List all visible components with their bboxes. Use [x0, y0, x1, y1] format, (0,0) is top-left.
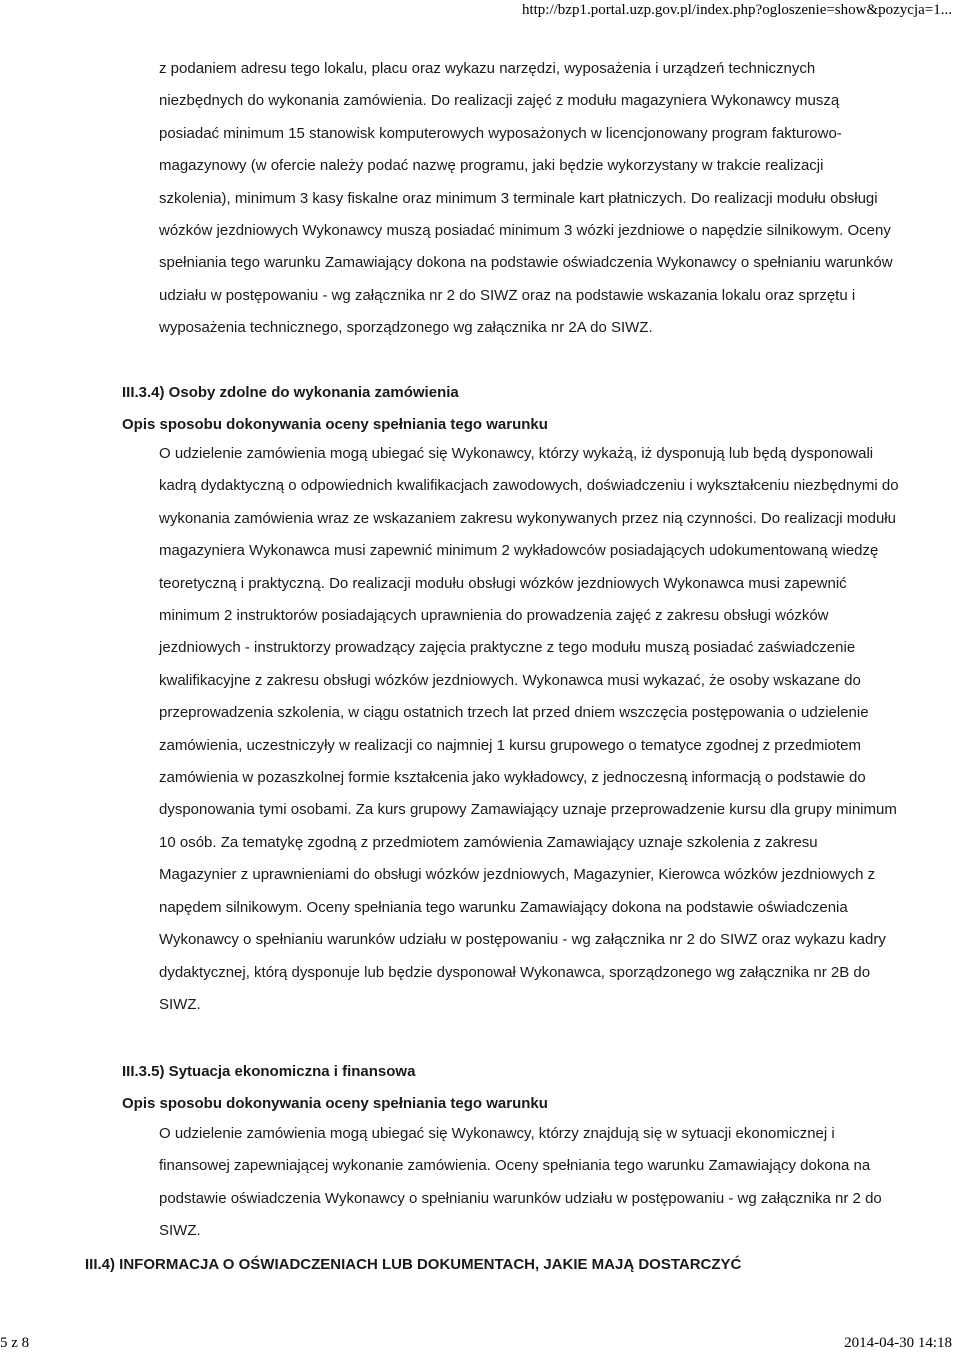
- paragraph-staff: O udzielenie zamówienia mogą ubiegać się Wykonawcy, którzy wykażą, iż dysponują lub będą dysponowali kadrą dydaktyczną o odpowiednich kwalifikacjach zawodowych, doświadczeniu i wykształceniu niezbędnymi do wykonania zamówienia wraz ze wskazaniem zakresu wykonywanych przez nią czynności. Do realizacji modułu magazyniera Wykonawca musi zapewnić minimum 2 wykładowców posiadających udokumentowaną wiedzę teoretyczną i praktyczną. Do realizacji modułu obsługi wózków jezdniowych Wykonawca musi zapewnić minimum 2 instruktorów posiadających uprawnienia do prowadzenia zajęć z zakresu obsługi wózków jezdniowych - instruktorzy prowadzący zajęcia praktyczne z tego modułu muszą posiadać zaświadczenie kwalifikacyjne z zakresu obsługi wózków jezdniowych. Wykonawca musi wykazać, że osoby wskazane do przeprowadzenia szkolenia, w ciągu ostatnich trzech lat przed dniem wszczęcia postępowania o udzielenie zamówienia, uczestniczyły w realizacji co najmniej 1 kursu grupowego o tematyce zgodnej z przedmiotem zamówienia w pozaszkolnej formie kształcenia jako wykładowcy, z jednoczesną informacją o podstawie do dysponowania tymi osobami. Za kurs grupowy Zamawiający uznaje przeprowadzenie kursu dla grupy minimum 10 osób. Za tematykę zgodną z przedmiotem zamówienia Zamawiający uznaje szkolenia z zakresu Magazynier z uprawnieniami do obsługi wózków jezdniowych, Magazynier, Kierowca wózków jezdniowych z napędem silnikowym. Oceny spełniania tego warunku Zamawiający dokona na podstawie oświadczenia Wykonawcy o spełnianiu warunków udziału w postępowaniu - wg załącznika nr 2 do SIWZ oraz wykazu kadry dydaktycznej, którą dysponuje lub będzie dysponował Wykonawca, sporządzonego wg załącznika nr 2B do SIWZ.: [159, 445, 899, 1013]
- page-url: http://bzp1.portal.uzp.gov.pl/index.php?ogloszenie=show&pozycja=1...: [521, 2, 952, 18]
- section-heading-3-4: III.3.4) Osoby zdolne do wykonania zamówienia: [122, 384, 459, 401]
- section-heading-4: III.4) INFORMACJA O OŚWIADCZENIACH LUB DOKUMENTACH, JAKIE MAJĄ DOSTARCZYĆ: [85, 1256, 742, 1273]
- section-heading-3-5: III.3.5) Sytuacja ekonomiczna i finansowa: [122, 1063, 416, 1080]
- section-subheading-3-5: Opis sposobu dokonywania oceny spełniania tego warunku: [122, 1095, 548, 1112]
- page-number: 5 z 8: [0, 1335, 30, 1351]
- paragraph-financial: O udzielenie zamówienia mogą ubiegać się Wykonawcy, którzy znajdują się w sytuacji ekonomicznej i finansowej zapewniającej wykonanie zamówienia. Oceny spełniania tego warunku Zamawiający dokona na podstawie oświadczenia Wykonawcy o spełnianiu warunków udziału w postępowaniu - wg załącznika nr 2 do SIWZ.: [159, 1125, 882, 1240]
- section-subheading-3-4: Opis sposobu dokonywania oceny spełniania tego warunku: [122, 416, 548, 433]
- print-datetime: 2014-04-30 14:18: [844, 1335, 952, 1351]
- paragraph-equipment: z podaniem adresu tego lokalu, placu oraz wykazu narzędzi, wyposażenia i urządzeń technicznych niezbędnych do wykonania zamówienia. Do realizacji zajęć z modułu magazyniera Wykonawcy muszą posiadać minimum 15 stanowisk komputerowych wyposażonych w licencjonowany program fakturowo-magazynowy (w ofercie należy podać nazwę programu, jaki będzie wykorzystany w trakcie realizacji szkolenia), minimum 3 kasy fiskalne oraz minimum 3 terminale kart płatniczych. Do realizacji modułu obsługi wózków jezdniowych Wykonawcy muszą posiadać minimum 3 wózki jezdniowe o napędzie silnikowym. Oceny spełniania tego warunku Zamawiający dokona na podstawie oświadczenia Wykonawcy o spełnianiu warunków udziału w postępowaniu - wg załącznika nr 2 do SIWZ oraz na podstawie wskazania lokalu oraz sprzętu i wyposażenia technicznego, sporządzonego wg załącznika nr 2A do SIWZ.: [159, 60, 893, 337]
